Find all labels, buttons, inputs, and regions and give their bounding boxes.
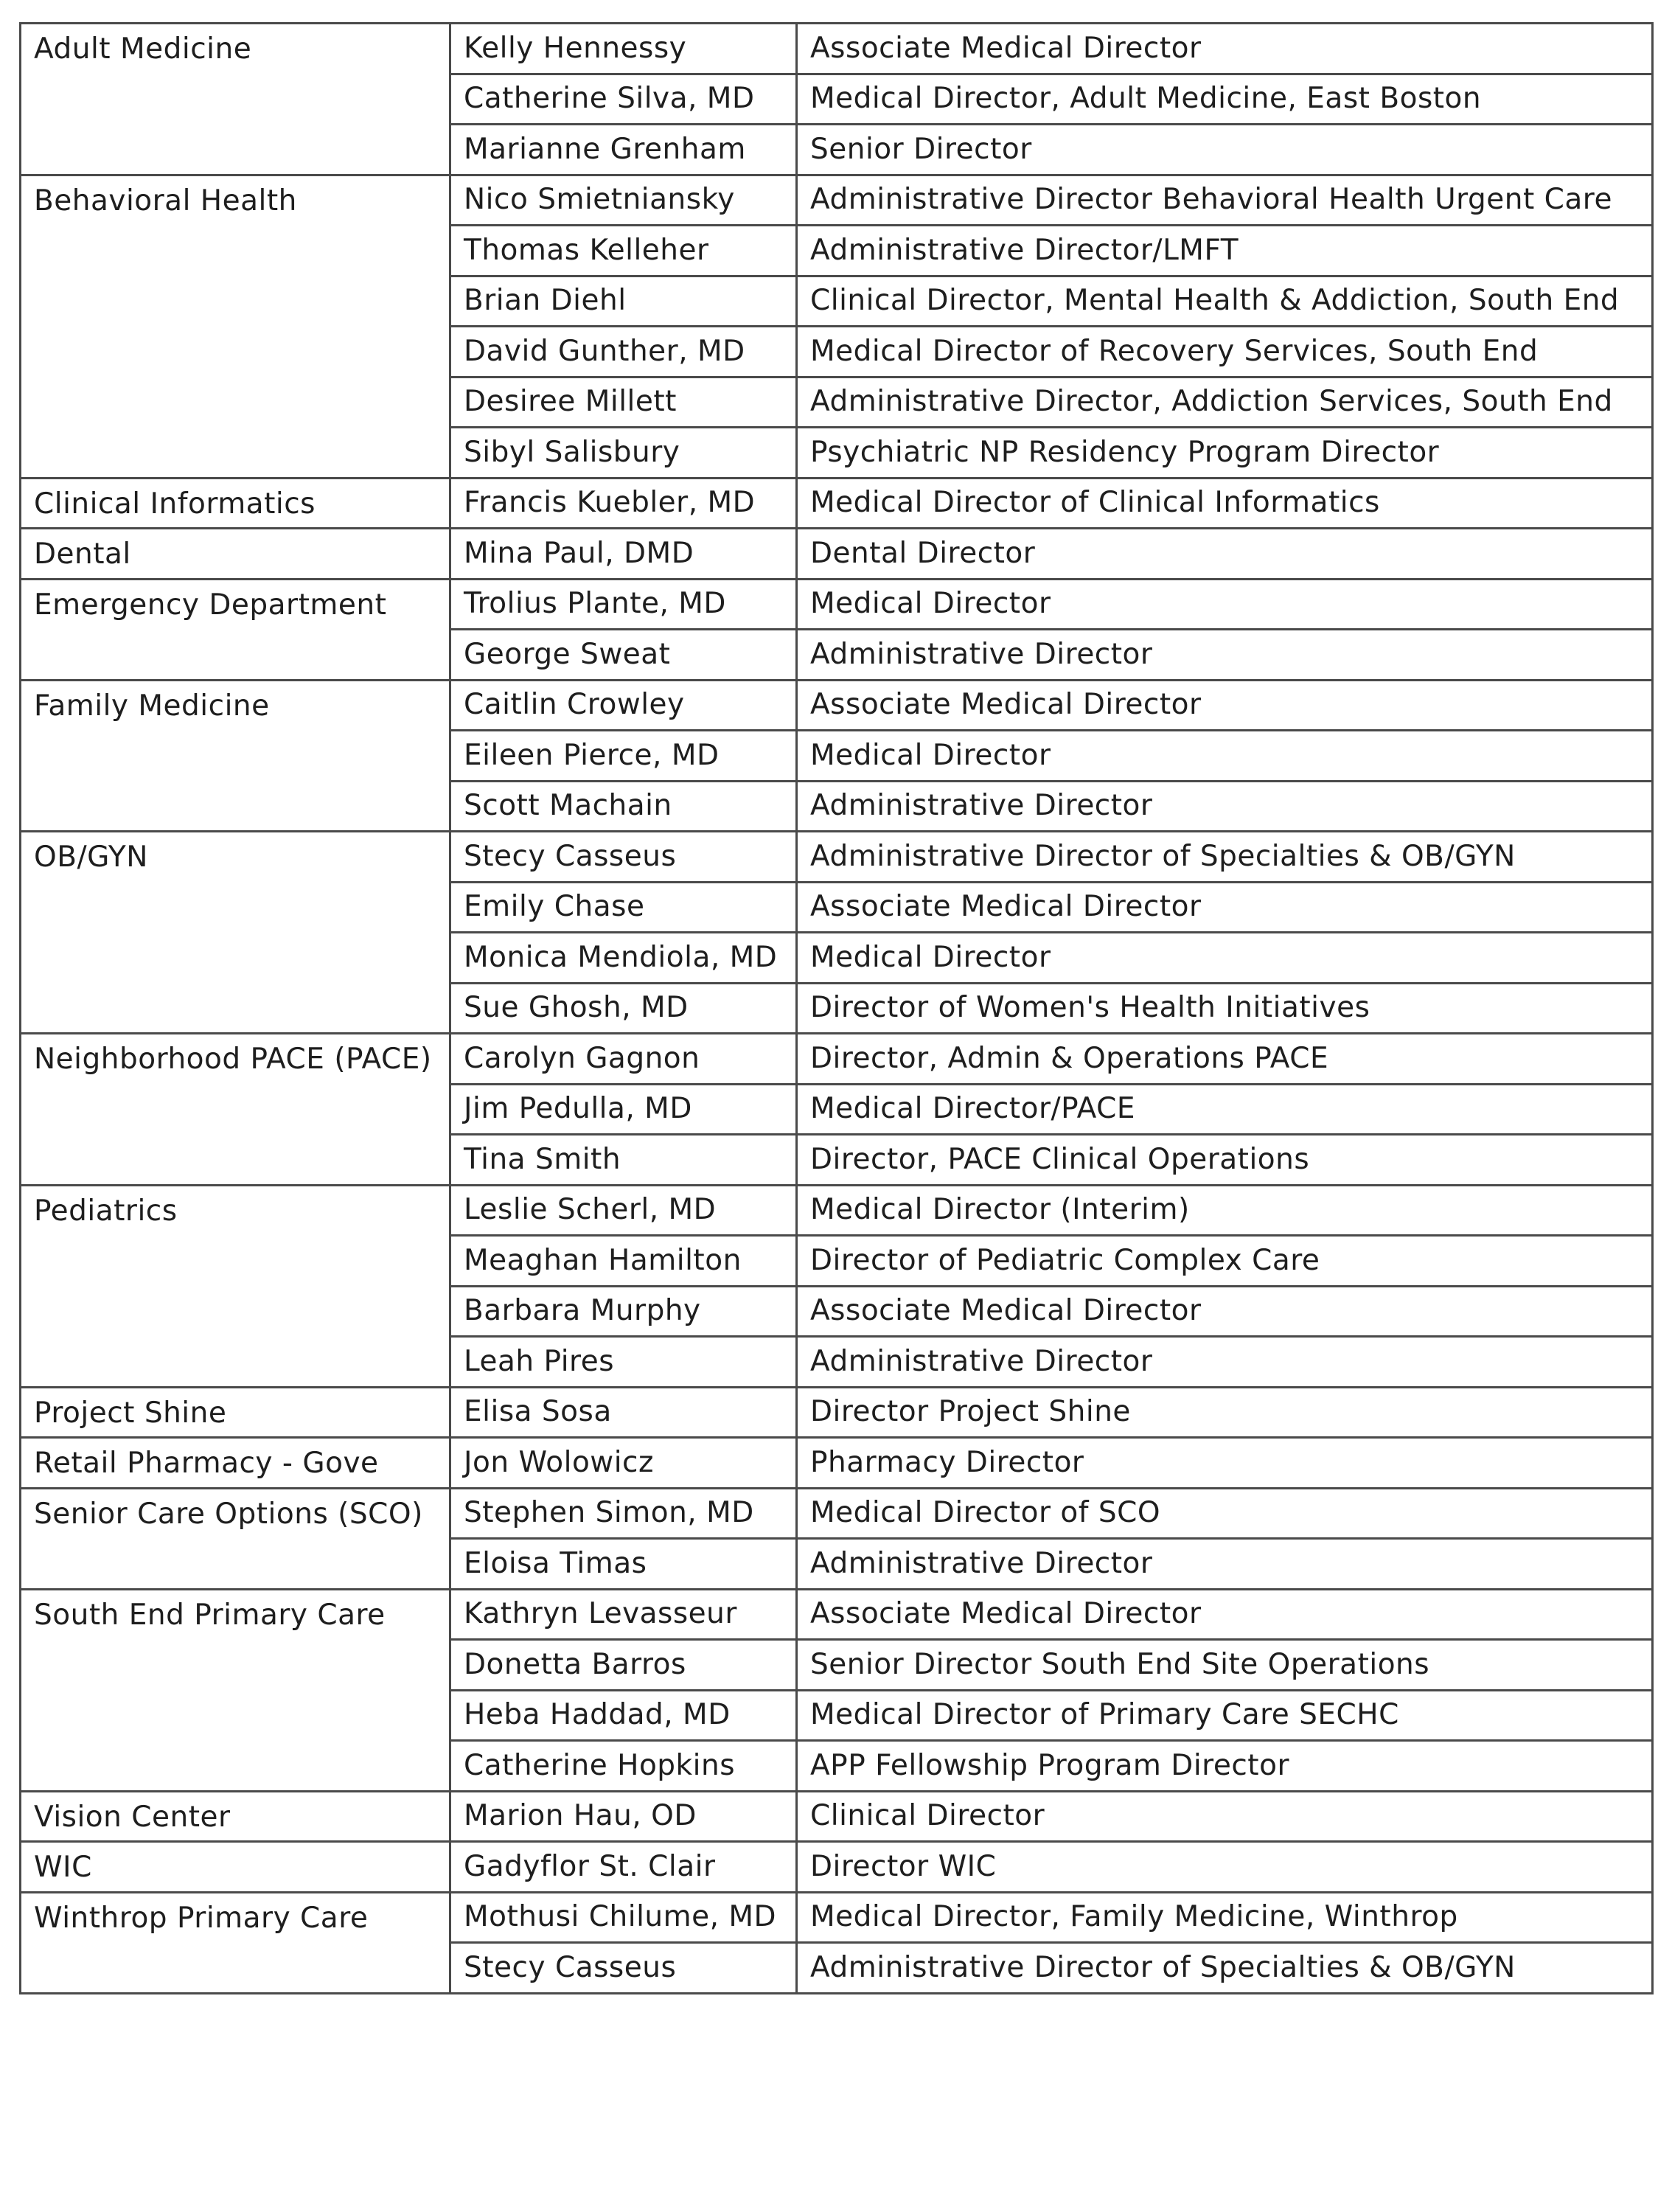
- person-title-cell: Associate Medical Director: [797, 882, 1653, 933]
- person-name-cell: Emily Chase: [450, 882, 797, 933]
- department-cell: OB/GYN: [21, 832, 450, 1034]
- person-name-cell: Marion Hau, OD: [450, 1791, 797, 1842]
- person-title-cell: Senior Director South End Site Operations: [797, 1640, 1653, 1691]
- person-title-cell: Director, PACE Clinical Operations: [797, 1135, 1653, 1186]
- person-name-cell: Stephen Simon, MD: [450, 1488, 797, 1539]
- table-row: [21, 1387, 1653, 1438]
- table-row: [21, 1791, 1653, 1842]
- person-name-cell: Leah Pires: [450, 1337, 797, 1388]
- department-cell: WIC: [21, 1842, 450, 1893]
- department-cell: Adult Medicine: [21, 24, 450, 175]
- person-name-cell: Brian Diehl: [450, 276, 797, 327]
- table-row: [21, 1438, 1653, 1489]
- person-name-cell: Stecy Casseus: [450, 1943, 797, 1994]
- person-name-cell: Stecy Casseus: [450, 832, 797, 883]
- person-name-cell: Francis Kuebler, MD: [450, 478, 797, 529]
- department-cell: Project Shine: [21, 1387, 450, 1438]
- person-title-cell: Medical Director: [797, 579, 1653, 630]
- person-title-cell: Medical Director, Adult Medicine, East Boston: [797, 74, 1653, 125]
- department-cell: Retail Pharmacy - Gove: [21, 1438, 450, 1489]
- person-title-cell: APP Fellowship Program Director: [797, 1741, 1653, 1792]
- department-cell: Neighborhood PACE (PACE): [21, 1034, 450, 1186]
- person-name-cell: Catherine Silva, MD: [450, 74, 797, 125]
- person-name-cell: George Sweat: [450, 630, 797, 681]
- person-title-cell: Dental Director: [797, 529, 1653, 580]
- person-title-cell: Medical Director/PACE: [797, 1084, 1653, 1135]
- person-title-cell: Associate Medical Director: [797, 680, 1653, 731]
- department-cell: Senior Care Options (SCO): [21, 1488, 450, 1589]
- table-row: [21, 1589, 1653, 1640]
- person-name-cell: Barbara Murphy: [450, 1286, 797, 1337]
- directory-body: [21, 24, 1653, 1994]
- person-title-cell: Administrative Director Behavioral Health Urgent Care: [797, 175, 1653, 226]
- person-title-cell: Medical Director: [797, 731, 1653, 782]
- person-title-cell: Administrative Director: [797, 630, 1653, 681]
- person-name-cell: Scott Machain: [450, 781, 797, 832]
- table-row: [21, 579, 1653, 630]
- person-name-cell: Carolyn Gagnon: [450, 1034, 797, 1085]
- department-cell: Family Medicine: [21, 680, 450, 832]
- person-title-cell: Director of Pediatric Complex Care: [797, 1236, 1653, 1287]
- person-title-cell: Medical Director of Clinical Informatics: [797, 478, 1653, 529]
- table-row: [21, 175, 1653, 226]
- person-name-cell: Marianne Grenham: [450, 125, 797, 175]
- person-title-cell: Director of Women's Health Initiatives: [797, 983, 1653, 1034]
- table-row: [21, 478, 1653, 529]
- person-title-cell: Administrative Director of Specialties & OB/GYN: [797, 832, 1653, 883]
- person-title-cell: Administrative Director: [797, 1539, 1653, 1590]
- person-title-cell: Pharmacy Director: [797, 1438, 1653, 1489]
- person-name-cell: Caitlin Crowley: [450, 680, 797, 731]
- person-name-cell: Eloisa Timas: [450, 1539, 797, 1590]
- person-title-cell: Administrative Director of Specialties & OB/GYN: [797, 1943, 1653, 1994]
- person-name-cell: Desiree Millett: [450, 377, 797, 428]
- person-name-cell: Thomas Kelleher: [450, 226, 797, 276]
- person-name-cell: Trolius Plante, MD: [450, 579, 797, 630]
- person-name-cell: Jon Wolowicz: [450, 1438, 797, 1489]
- person-name-cell: Leslie Scherl, MD: [450, 1185, 797, 1236]
- person-title-cell: Administrative Director/LMFT: [797, 226, 1653, 276]
- person-title-cell: Medical Director, Family Medicine, Winthrop: [797, 1892, 1653, 1943]
- table-row: [21, 1892, 1653, 1943]
- person-name-cell: Catherine Hopkins: [450, 1741, 797, 1792]
- table-row: [21, 1185, 1653, 1236]
- department-cell: Dental: [21, 529, 450, 580]
- person-name-cell: Meaghan Hamilton: [450, 1236, 797, 1287]
- person-title-cell: Associate Medical Director: [797, 1286, 1653, 1337]
- person-title-cell: Medical Director of SCO: [797, 1488, 1653, 1539]
- person-title-cell: Medical Director: [797, 933, 1653, 984]
- person-title-cell: Senior Director: [797, 125, 1653, 175]
- person-name-cell: Donetta Barros: [450, 1640, 797, 1691]
- person-name-cell: Kathryn Levasseur: [450, 1589, 797, 1640]
- person-name-cell: Sue Ghosh, MD: [450, 983, 797, 1034]
- person-name-cell: Elisa Sosa: [450, 1387, 797, 1438]
- table-row: [21, 1488, 1653, 1539]
- person-name-cell: Kelly Hennessy: [450, 24, 797, 74]
- department-cell: Vision Center: [21, 1791, 450, 1842]
- person-name-cell: Monica Mendiola, MD: [450, 933, 797, 984]
- department-cell: Behavioral Health: [21, 175, 450, 478]
- person-name-cell: David Gunther, MD: [450, 327, 797, 378]
- person-title-cell: Administrative Director, Addiction Services, South End: [797, 377, 1653, 428]
- person-name-cell: Tina Smith: [450, 1135, 797, 1186]
- person-title-cell: Associate Medical Director: [797, 1589, 1653, 1640]
- person-title-cell: Director Project Shine: [797, 1387, 1653, 1438]
- person-title-cell: Director WIC: [797, 1842, 1653, 1893]
- person-name-cell: Mina Paul, DMD: [450, 529, 797, 580]
- table-row: [21, 832, 1653, 883]
- person-name-cell: Heba Haddad, MD: [450, 1690, 797, 1741]
- department-cell: Emergency Department: [21, 579, 450, 680]
- person-title-cell: Medical Director of Recovery Services, South End: [797, 327, 1653, 378]
- person-title-cell: Director, Admin & Operations PACE: [797, 1034, 1653, 1085]
- department-cell: Pediatrics: [21, 1185, 450, 1387]
- person-name-cell: Sibyl Salisbury: [450, 428, 797, 479]
- person-name-cell: Mothusi Chilume, MD: [450, 1892, 797, 1943]
- department-cell: Winthrop Primary Care: [21, 1892, 450, 1993]
- leadership-directory-table: [19, 22, 1654, 1994]
- person-title-cell: Associate Medical Director: [797, 24, 1653, 74]
- person-title-cell: Medical Director of Primary Care SECHC: [797, 1690, 1653, 1741]
- table-row: [21, 529, 1653, 580]
- person-name-cell: Nico Smietniansky: [450, 175, 797, 226]
- person-title-cell: Clinical Director, Mental Health & Addiction, South End: [797, 276, 1653, 327]
- table-row: [21, 1034, 1653, 1085]
- person-title-cell: Clinical Director: [797, 1791, 1653, 1842]
- table-row: [21, 1842, 1653, 1893]
- person-title-cell: Administrative Director: [797, 781, 1653, 832]
- person-name-cell: Gadyflor St. Clair: [450, 1842, 797, 1893]
- person-title-cell: Psychiatric NP Residency Program Director: [797, 428, 1653, 479]
- person-name-cell: Eileen Pierce, MD: [450, 731, 797, 782]
- table-row: [21, 680, 1653, 731]
- department-cell: South End Primary Care: [21, 1589, 450, 1791]
- table-row: [21, 24, 1653, 74]
- department-cell: Clinical Informatics: [21, 478, 450, 529]
- person-title-cell: Administrative Director: [797, 1337, 1653, 1388]
- person-name-cell: Jim Pedulla, MD: [450, 1084, 797, 1135]
- person-title-cell: Medical Director (Interim): [797, 1185, 1653, 1236]
